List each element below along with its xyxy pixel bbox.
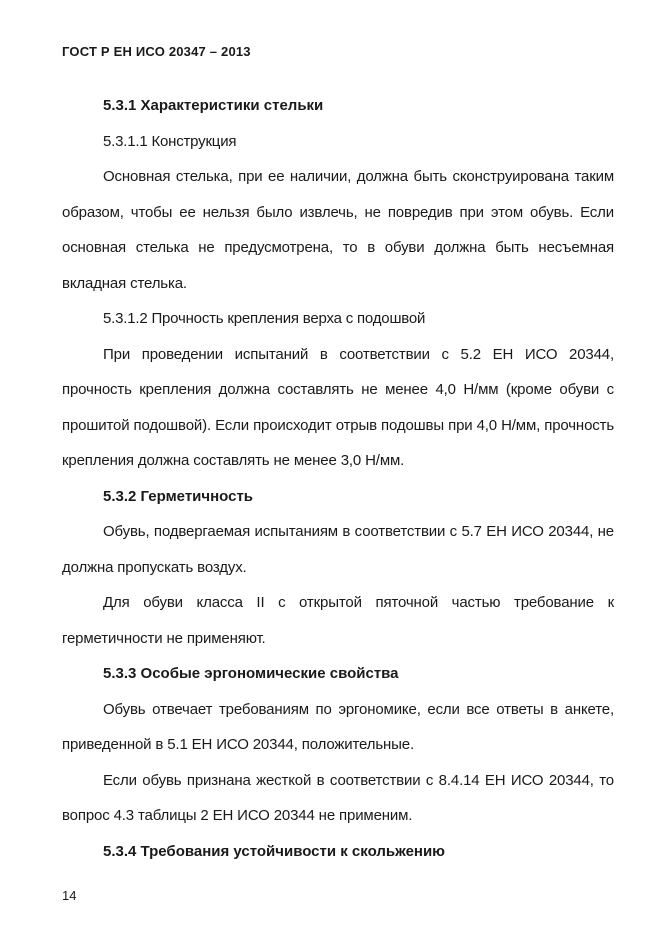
page-number: 14	[62, 888, 77, 903]
paragraph-ergonomics-exception: Если обувь признана жесткой в соответствии с 8.4.14 ЕН ИСО 20344, то вопрос 4.3 таблицы 2 ЕН ИСО 20344 не применим.	[62, 771, 614, 824]
document-body	[62, 88, 614, 869]
section-heading-5-3-1: 5.3.1 Характеристики стельки	[103, 97, 324, 114]
section-heading-5-3-3: 5.3.3 Особые эргономические свойства	[103, 665, 399, 682]
subsection-heading-5-3-1-2: 5.3.1.2 Прочность крепления верха с подошвой	[103, 310, 426, 327]
paragraph-ergonomics-requirement: Обувь отвечает требованиям по эргономике, если все ответы в анкете, приведенной в 5.1 ЕН ИСО 20344, положительные.	[62, 700, 614, 753]
section-heading-5-3-4: 5.3.4 Требования устойчивости к скольжению	[103, 842, 445, 860]
subsection-heading-5-3-1-1: 5.3.1.1 Конструкция	[103, 132, 237, 150]
paragraph-leakproofness-exception: Для обуви класса II с открытой пяточной частью требование к герметичности не применяют.	[62, 594, 614, 647]
paragraph-leakproofness-test: Обувь, подвергаемая испытаниям в соответствии с 5.7 ЕН ИСО 20344, не должна пропускать воздух.	[62, 523, 614, 576]
section-heading-5-3-2: 5.3.2 Герметичность	[103, 487, 254, 505]
paragraph-sole-bond-strength: При проведении испытаний в соответствии с 5.2 ЕН ИСО 20344, прочность крепления должна составлять не менее 4,0 Н/мм (кроме обуви с прошитой подошвой). Если происходит отрыв подошвы при 4,0 Н/мм, прочность крепления должна составлять не менее 3,0 Н/мм.	[62, 345, 614, 469]
document-header: ГОСТ Р ЕН ИСО 20347 – 2013	[62, 44, 251, 59]
paragraph-insole-construction: Основная стелька, при ее наличии, должна быть сконструирована таким образом, чтобы ее нельзя было извлечь, не повредив при этом обувь. Если основная стелька не предусмотрена, то в обуви должна быть несъемная вкладная стелька.	[62, 168, 614, 292]
